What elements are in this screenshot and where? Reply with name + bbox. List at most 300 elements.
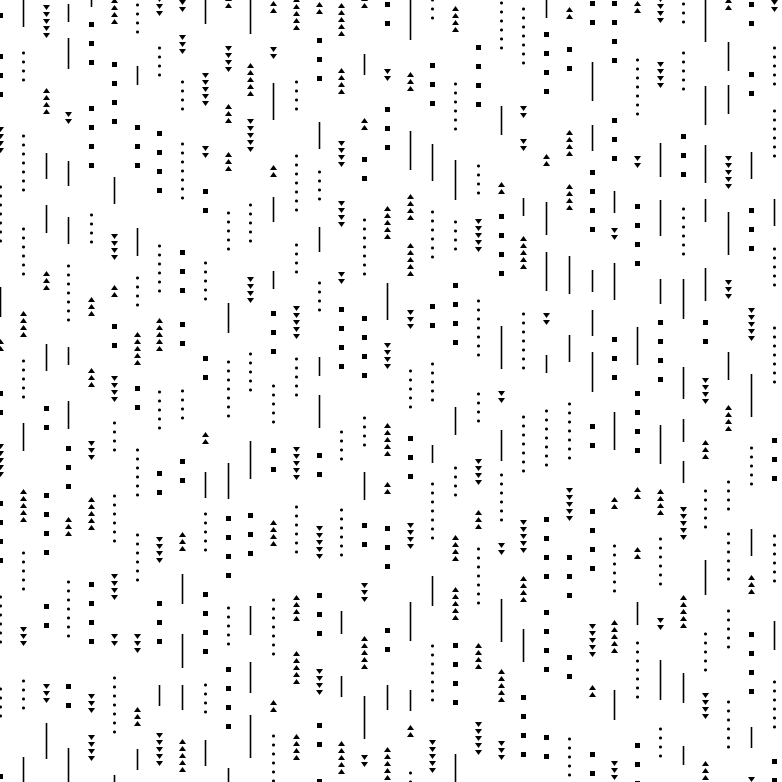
dot [181,90,184,93]
dot [363,228,366,231]
down-triangle [566,488,573,493]
down-triangle [88,742,95,747]
down-triangle [43,5,50,10]
dot [727,542,730,545]
square [203,649,208,654]
up-triangle [20,503,27,508]
dot [363,264,366,267]
up-triangle [338,769,345,774]
up-triangle [134,707,141,712]
dot [249,353,252,356]
dot [67,265,70,268]
down-triangle [0,141,4,146]
down-triangle [429,761,436,766]
dot [477,174,480,177]
up-triangle [88,497,95,502]
square [590,528,595,533]
square [362,176,367,181]
dot [454,476,457,479]
down-triangle [475,480,482,485]
down-triangle [156,558,163,563]
dot [409,388,412,391]
down-triangle [338,208,345,213]
square [317,453,322,458]
down-triangle [748,336,755,341]
dot [181,399,184,402]
square [635,429,640,434]
dot [136,449,139,452]
dot [500,20,503,23]
dot [704,642,707,645]
dot [773,681,776,684]
dot [272,412,275,415]
down-triangle [566,516,573,521]
dot [90,214,93,217]
down-triangle [316,676,323,681]
dot [158,272,161,275]
up-triangle [566,184,573,189]
up-triangle [20,517,27,522]
dot [136,13,139,16]
down-triangle [247,133,254,138]
down-triangle [384,364,391,369]
up-triangle [293,755,300,760]
up-triangle [611,497,618,502]
down-triangle [316,554,323,559]
dot [431,238,434,241]
dot [0,213,2,216]
up-triangle [475,517,482,522]
dot [136,4,139,7]
dot [773,146,776,149]
up-triangle [475,664,482,669]
down-triangle [43,698,50,703]
down-triangle [338,155,345,160]
down-triangle [156,740,163,745]
dot [181,161,184,164]
dot [773,56,776,59]
square [590,771,595,776]
up-triangle [338,31,345,36]
up-triangle [407,250,414,255]
down-triangle [680,521,687,526]
dot [431,17,434,20]
down-triangle [293,320,300,325]
square [658,320,663,325]
square [430,101,435,106]
dot [67,274,70,277]
dot [318,291,321,294]
up-triangle [65,531,72,536]
down-triangle [361,597,368,602]
dot [568,738,571,741]
dot [22,153,25,156]
up-triangle [452,608,459,613]
down-triangle [475,226,482,231]
square [317,76,322,81]
up-triangle [452,535,459,540]
up-triangle [338,82,345,87]
down-triangle [611,228,618,233]
square [567,655,572,660]
up-triangle [725,405,732,410]
square [612,375,617,380]
down-triangle [134,641,141,646]
up-triangle [407,725,414,730]
up-triangle [657,503,664,508]
square [567,47,572,52]
square [612,39,617,44]
dot [522,35,525,38]
down-triangle [270,54,277,59]
down-triangle [475,466,482,471]
dot [773,74,776,77]
dot [227,406,230,409]
down-triangle [611,775,618,780]
down-triangle [316,526,323,531]
square [180,269,185,274]
up-triangle [520,264,527,269]
dot [249,380,252,383]
dot [500,510,503,513]
dot [431,501,434,504]
up-triangle [111,285,118,290]
up-triangle [407,208,414,213]
dot [113,495,116,498]
dot [568,765,571,768]
dot [113,722,116,725]
square [226,686,231,691]
down-triangle [520,520,527,525]
square [430,82,435,87]
up-triangle [407,194,414,199]
up-triangle [452,27,459,32]
down-triangle [702,693,709,698]
dot [636,59,639,62]
down-triangle [520,541,527,546]
square [44,623,49,628]
dot [318,198,321,201]
dot [431,690,434,693]
square [499,233,504,238]
dot [477,584,480,587]
dot [454,239,457,242]
dot [727,551,730,554]
dot [636,104,639,107]
dot [682,52,685,55]
dot [227,221,230,224]
up-triangle [498,189,505,194]
up-triangle [520,583,527,588]
down-triangle [225,60,232,65]
dot [0,605,2,608]
dot [682,79,685,82]
down-triangle [520,548,527,553]
up-triangle [270,1,277,6]
down-triangle [156,761,163,766]
down-triangle [475,219,482,224]
dot [431,8,434,11]
down-triangle [680,528,687,533]
dot [272,644,275,647]
up-triangle [247,63,254,68]
up-triangle [520,590,527,595]
dot [773,553,776,556]
dot [204,711,207,714]
square [544,754,549,759]
dot [477,420,480,423]
dot [773,128,776,131]
dot [249,231,252,234]
down-triangle [725,163,732,168]
square [362,523,367,528]
square [226,667,231,672]
dot [522,26,525,29]
down-triangle [498,391,505,396]
dot [477,566,480,569]
dot [431,663,434,666]
up-triangle [384,227,391,232]
down-triangle [179,7,186,12]
square [0,539,3,544]
square [339,326,344,331]
dot [363,444,366,447]
dot [636,678,639,681]
dot [773,708,776,711]
square [203,356,208,361]
up-triangle [88,382,95,387]
dot [682,88,685,91]
up-triangle [43,278,50,283]
up-triangle [498,683,505,688]
dot [136,579,139,582]
up-triangle [361,650,368,655]
dot [249,389,252,392]
down-triangle [475,729,482,734]
down-triangle [657,11,664,16]
square [385,107,390,112]
square [521,714,526,719]
square [590,509,595,514]
up-triangle [88,525,95,530]
up-triangle [361,636,368,641]
dot [431,528,434,531]
dot [750,465,753,468]
up-triangle [338,89,345,94]
square [612,1,617,6]
dot [22,264,25,267]
square [89,60,94,65]
dot [318,309,321,312]
dot [545,437,548,440]
down-triangle [407,317,414,322]
up-triangle [88,511,95,516]
dot [431,390,434,393]
down-triangle [111,390,118,395]
dot [568,448,571,451]
dot [295,367,298,370]
square [658,358,663,363]
up-triangle [156,346,163,351]
down-triangle [475,240,482,245]
dot [409,370,412,373]
square [772,476,777,481]
square [772,438,777,443]
square [157,620,162,625]
down-triangle [475,247,482,252]
up-triangle [111,5,118,10]
square [635,242,640,247]
up-triangle [247,77,254,82]
down-triangle [384,343,391,348]
square [203,630,208,635]
down-triangle [111,241,118,246]
up-triangle [156,325,163,330]
dot [204,549,207,552]
dot [613,554,616,557]
dot [727,646,730,649]
up-triangle [202,439,209,444]
dot [773,699,776,702]
down-triangle [111,595,118,600]
down-triangle [611,768,618,773]
down-triangle [680,514,687,519]
square [703,320,708,325]
dot [0,706,2,709]
dot [773,726,776,729]
square [408,474,413,479]
dot [0,195,2,198]
up-triangle [475,510,482,515]
square [180,459,185,464]
dot [22,70,25,73]
down-triangle [0,444,4,449]
up-triangle [293,616,300,621]
down-triangle [225,67,232,72]
down-triangle [0,472,4,477]
down-triangle [748,308,755,313]
up-triangle [156,318,163,323]
dot [477,327,480,330]
dot [522,53,525,56]
square [749,689,754,694]
square [112,81,117,86]
up-triangle [43,95,50,100]
up-triangle [179,739,186,744]
up-triangle [270,700,277,705]
up-triangle [384,423,391,428]
dot [636,651,639,654]
dot [477,402,480,405]
up-triangle [407,271,414,276]
square [544,517,549,522]
down-triangle [702,378,709,383]
up-triangle [293,665,300,670]
square [135,163,140,168]
square [362,542,367,547]
dot [568,412,571,415]
dot [727,619,730,622]
square [66,446,71,451]
dot [454,101,457,104]
down-triangle [475,233,482,238]
dot [500,38,503,41]
square [749,91,754,96]
dot [477,593,480,596]
square [89,41,94,46]
dot [113,513,116,516]
down-triangle [156,747,163,752]
up-triangle [566,205,573,210]
down-triangle [407,523,414,528]
dot [773,248,776,251]
down-triangle [202,87,209,92]
dot [295,262,298,265]
dot [204,540,207,543]
dot [522,358,525,361]
up-triangle [520,576,527,581]
up-triangle [634,494,641,499]
down-triangle [111,641,118,646]
down-triangle [111,574,118,579]
dot [454,128,457,131]
square [89,163,94,168]
down-triangle [43,684,50,689]
dot [227,607,230,610]
up-triangle [384,430,391,435]
square [635,743,640,748]
dot [158,263,161,266]
down-triangle [498,543,505,548]
down-triangle [111,588,118,593]
dot [158,400,161,403]
up-triangle [338,75,345,80]
square [44,425,49,430]
square [44,531,49,536]
up-triangle [452,542,459,547]
square [590,1,595,6]
square [612,156,617,161]
up-triangle [338,762,345,767]
down-triangle [702,385,709,390]
square [385,647,390,652]
dot [773,535,776,538]
dot [181,152,184,155]
down-triangle [725,156,732,161]
up-triangle [293,672,300,677]
dot [272,608,275,611]
down-triangle [657,83,664,88]
square [226,573,231,578]
down-triangle [111,581,118,586]
square [453,700,458,705]
dot [0,697,2,700]
down-triangle [293,447,300,452]
up-triangle [520,250,527,255]
dot [750,483,753,486]
dot [22,360,25,363]
up-triangle [452,6,459,11]
up-triangle [384,747,391,752]
square [112,324,117,329]
dot [295,108,298,111]
up-triangle [179,767,186,772]
down-triangle [156,4,163,9]
square [112,100,117,105]
square [44,512,49,517]
dot [136,570,139,573]
square [0,73,3,78]
